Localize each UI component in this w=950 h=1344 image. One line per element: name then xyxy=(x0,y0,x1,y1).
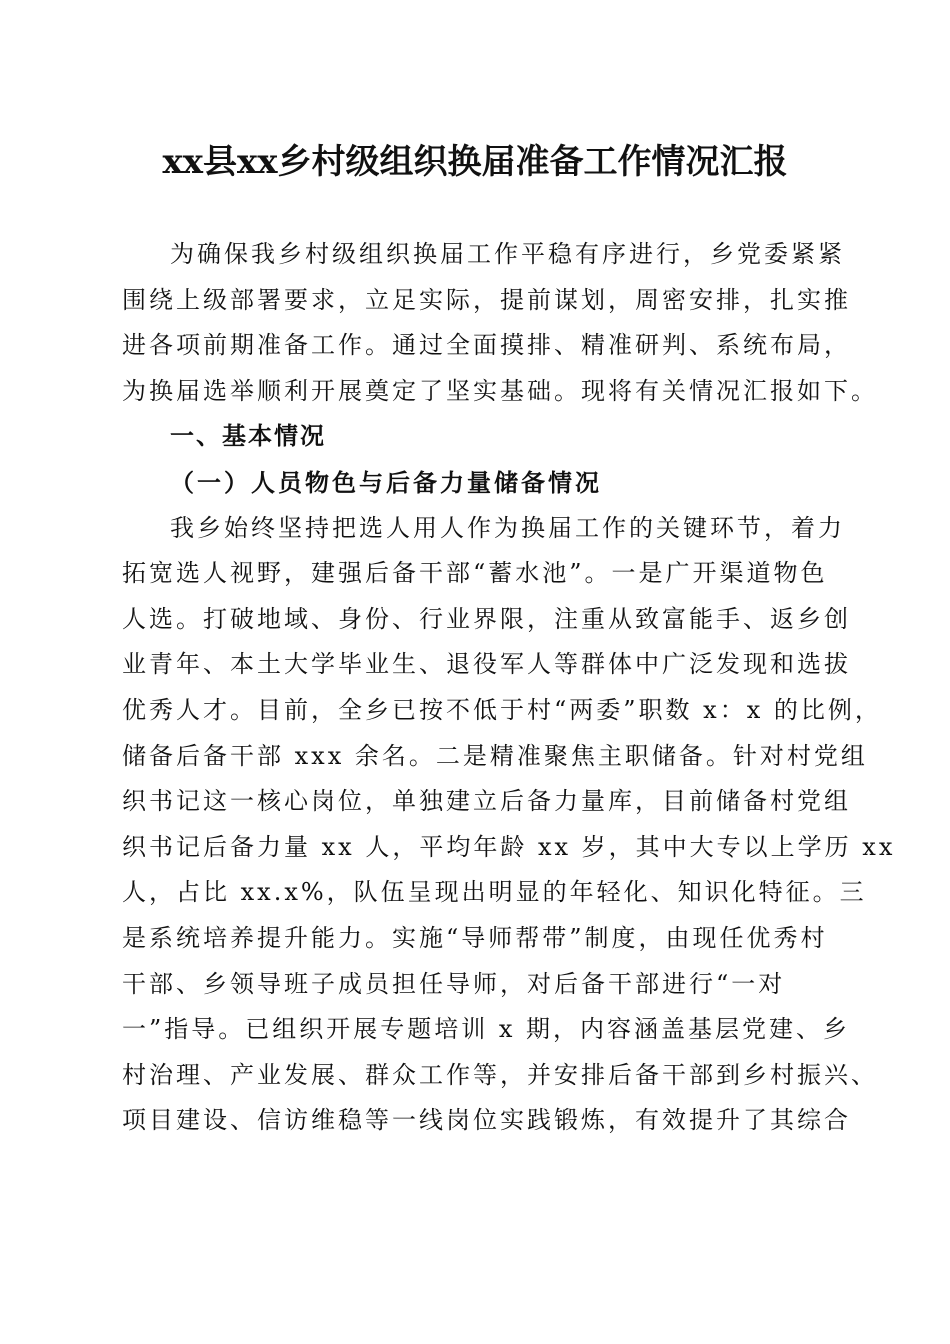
paragraph-line: 为确保我乡村级组织换届工作平稳有序进行，乡党委紧紧 xyxy=(170,240,845,268)
body-paragraph xyxy=(122,506,896,1144)
intro-paragraph xyxy=(122,232,878,414)
paragraph-line: 一”指导。已组织开展专题培训 x 期，内容涵盖基层党建、乡 xyxy=(122,1015,851,1044)
subsection-heading: （一）人员物色与后备力量储备情况 xyxy=(170,467,602,497)
paragraph-line: 人，占比 xx.x%，队伍呈现出明显的年轻化、知识化特征。三 xyxy=(122,878,867,907)
paragraph-line: 为换届选举顺利开展奠定了坚实基础。现将有关情况汇报如下。 xyxy=(122,376,878,405)
paragraph-line: 围绕上级部署要求，立足实际，提前谋划，周密安排，扎实推 xyxy=(122,285,851,314)
document-title: xx县xx乡村级组织换届准备工作情况汇报 xyxy=(162,142,788,182)
paragraph-line: 织书记后备力量 xx 人，平均年龄 xx 岁，其中大专以上学历 xx xyxy=(122,832,896,861)
paragraph-line: 村治理、产业发展、群众工作等，并安排后备干部到乡村振兴、 xyxy=(122,1060,878,1089)
paragraph-line: 我乡始终坚持把选人用人作为换届工作的关键环节，着力 xyxy=(170,513,845,542)
paragraph-line: 优秀人才。目前，全乡已按不低于村“两委”职数 x：x 的比例， xyxy=(122,695,882,724)
paragraph-line: 项目建设、信访维稳等一线岗位实践锻炼，有效提升了其综合 xyxy=(122,1106,851,1135)
paragraph-line: 是系统培养提升能力。实施“导师帮带”制度，由现任优秀村 xyxy=(122,923,828,952)
paragraph-line: 干部、乡领导班子成员担任导师，对后备干部进行“一对 xyxy=(122,969,786,998)
paragraph-line: 拓宽选人视野，建强后备干部“蓄水池”。一是广开渠道物色 xyxy=(122,559,828,588)
section-heading: 一、基本情况 xyxy=(170,422,326,451)
paragraph-line: 业青年、本土大学毕业生、退役军人等群体中广泛发现和选拔 xyxy=(122,650,851,679)
paragraph-line: 织书记这一核心岗位，单独建立后备力量库，目前储备村党组 xyxy=(122,787,851,816)
document-body xyxy=(122,232,896,1144)
paragraph-line: 储备后备干部 xxx 余名。二是精准聚焦主职储备。针对村党组 xyxy=(122,741,868,770)
paragraph-line: 人选。打破地域、身份、行业界限，注重从致富能手、返乡创 xyxy=(122,604,851,633)
paragraph-line: 进各项前期准备工作。通过全面摸排、精准研判、系统布局， xyxy=(122,331,851,360)
